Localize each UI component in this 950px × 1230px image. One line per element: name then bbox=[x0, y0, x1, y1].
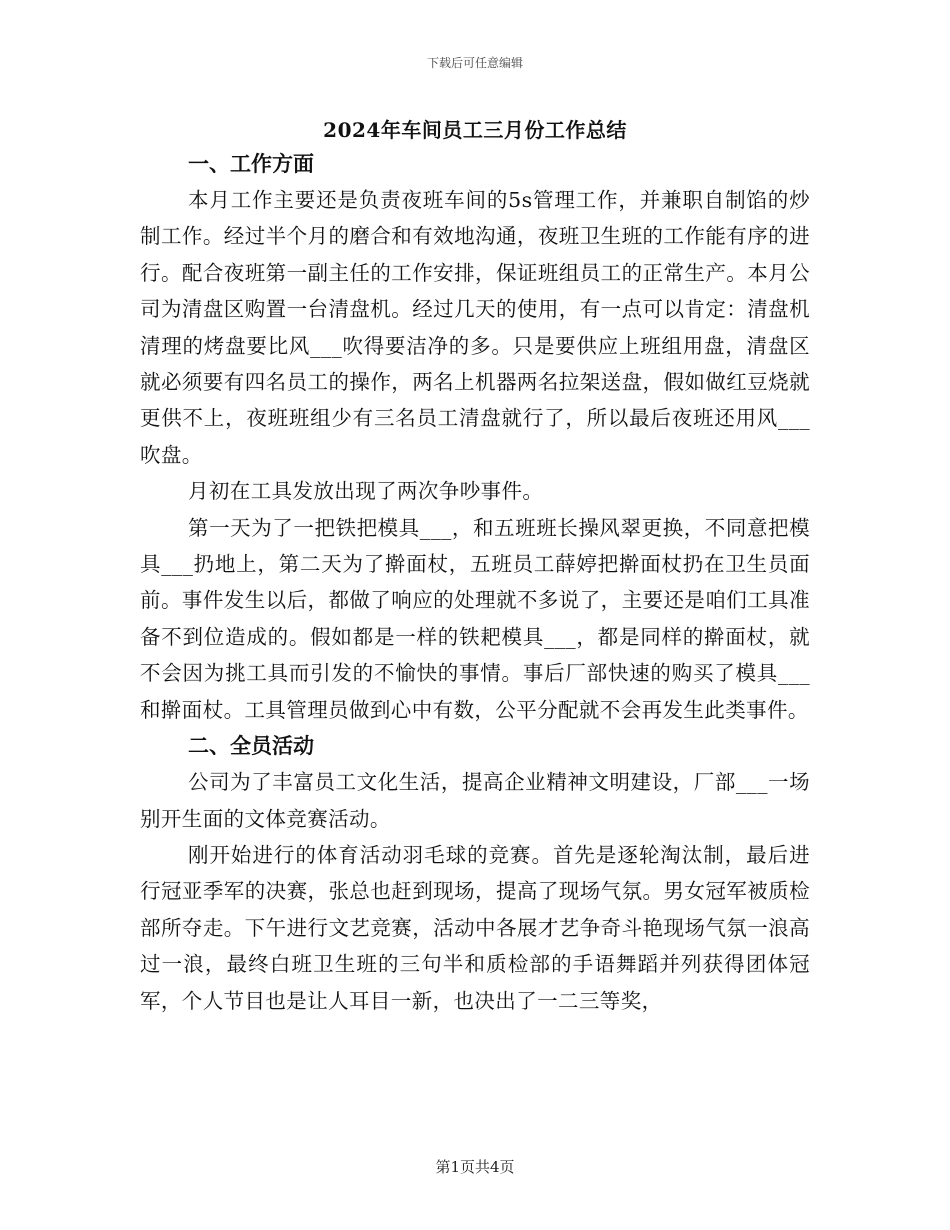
section-heading-activities: 二、全员活动 bbox=[188, 733, 314, 759]
paragraph: 第一天为了一把铁把模具___，和五班班长操风翠更换，不同意把模具___扔地上，第二天为了擀面杖，五班员工薛婷把擀面杖扔在卫生员面前。事件发生以后，都做了响应的处理就不多说了，主要还是咱们工具准备不到位造成的。假如都是一样的铁耙模具___，都是同样的擀面杖，就不会因为挑工具而引发的不愉快的事情。事后厂部快速的购买了模具___和擀面杖。工具管理员做到心中有数，公平分配就不会再发生此类事件。 bbox=[140, 515, 810, 722]
page-number: 第1页共4页 bbox=[435, 1158, 515, 1176]
document-body bbox=[140, 146, 810, 1019]
paragraph: 刚开始进行的体育活动羽毛球的竞赛。首先是逐轮淘汰制，最后进行冠亚季军的决赛，张总也赶到现场，提高了现场气氛。男女冠军被质检部所夺走。下午进行文艺竞赛，活动中各展才艺争奇斗艳现场气氛一浪高过一浪，最终白班卫生班的三句半和质检部的手语舞蹈并列获得团体冠军，个人节目也是让人耳目一新，也决出了一二三等奖， bbox=[140, 842, 810, 1013]
paragraph: 本月工作主要还是负责夜班车间的5s管理工作，并兼职自制馅的炒制工作。经过半个月的磨合和有效地沟通，夜班卫生班的工作能有序的进行。配合夜班第一副主任的工作安排，保证班组员工的正常生产。本月公司为清盘区购置一台清盘机。经过几天的使用，有一点可以肯定：清盘机清理的烤盘要比风___吹得要洁净的多。只是要供应上班组用盘，清盘区就必须要有四名员工的操作，两名上机器两名拉架送盘，假如做红豆烧就更供不上，夜班班组少有三名员工清盘就行了，所以最后夜班还用风___吹盘。 bbox=[140, 188, 810, 467]
section-heading-work: 一、工作方面 bbox=[188, 151, 314, 176]
paragraph: 月初在工具发放出现了两次争吵事件。 bbox=[188, 479, 544, 504]
document-title: 2024年车间员工三月份工作总结 bbox=[323, 118, 627, 142]
paragraph: 公司为了丰富员工文化生活，提高企业精神文明建设，厂部___一场别开生面的文体竞赛活动。 bbox=[140, 770, 810, 831]
header-note: 下载后可任意编辑 bbox=[426, 56, 523, 70]
